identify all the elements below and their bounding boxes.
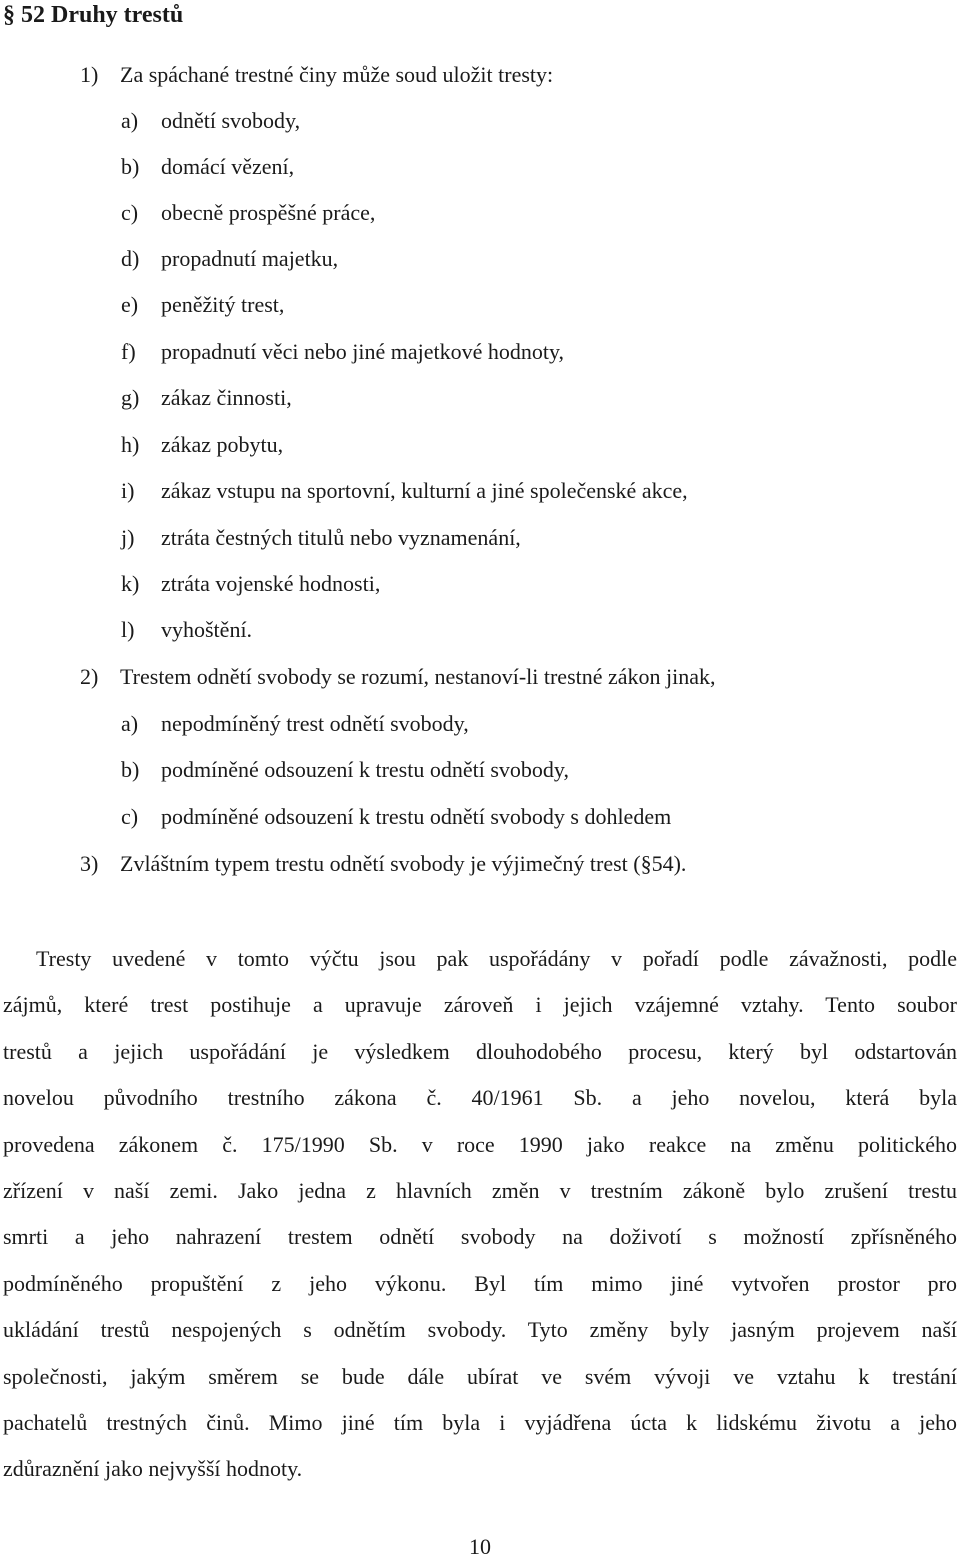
sub-text: propadnutí věci nebo jiné majetkové hodnoty,	[161, 339, 565, 364]
sub-marker: g)	[121, 385, 140, 410]
sub-item	[121, 570, 380, 598]
list-text: Trestem odnětí svobody se rozumí, nestanoví-li trestné zákon jinak,	[120, 664, 716, 689]
sub-marker: c)	[121, 804, 139, 829]
sub-text: propadnutí majetku,	[161, 246, 339, 271]
list-item-2	[80, 663, 716, 691]
section-heading: § 52 Druhy trestů	[3, 2, 184, 28]
sub-text: peněžitý trest,	[161, 292, 285, 317]
paragraph-line: zdůraznění jako nejvyšší hodnoty.	[3, 1456, 303, 1482]
sub-marker: e)	[121, 292, 139, 317]
list-marker: 1)	[80, 62, 99, 87]
paragraph-line: podmíněného propuštění z jeho výkonu. Byl tím mimo jiné vytvořen prostor pro	[3, 1270, 957, 1296]
list-marker: 3)	[80, 851, 99, 876]
list-text: Za spáchané trestné činy může soud uložit tresty:	[120, 62, 554, 87]
sub-marker: f)	[121, 339, 136, 364]
list-item-1	[80, 61, 553, 89]
list-marker: 2)	[80, 664, 99, 689]
paragraph-line: pachatelů trestných činů. Mimo jiné tím byla i vyjádřena úcta k lidskému životu a jeho	[3, 1409, 957, 1435]
sub-item	[121, 756, 569, 784]
paragraph-line: novelou původního trestního zákona č. 40/1961 Sb. a jeho novelou, která byla	[3, 1085, 957, 1111]
sub-text: ztráta vojenské hodnosti,	[161, 571, 381, 596]
sub-marker: a)	[121, 108, 139, 133]
sub-item	[121, 803, 671, 831]
sub-text: ztráta čestných titulů nebo vyznamenání,	[161, 525, 521, 550]
paragraph-line: smrti a jeho nahrazení trestem odnětí svobody na doživotí s možností zpřísněného	[3, 1224, 957, 1250]
paragraph-line: Tresty uvedené v tomto výčtu jsou pak uspořádány v pořadí podle závažnosti, podle	[36, 946, 957, 971]
paragraph-line: zřízení v naší zemi. Jako jedna z hlavních změn v trestním zákoně bylo zrušení trestu	[3, 1177, 957, 1203]
sub-item	[121, 245, 338, 273]
list-item-3	[80, 850, 686, 878]
sub-marker: i)	[121, 478, 135, 503]
sub-item	[121, 710, 469, 738]
sub-marker: b)	[121, 154, 140, 179]
paragraph-line: trestů a jejich uspořádání je výsledkem dlouhodobého procesu, který byl odstartován	[3, 1038, 957, 1064]
page-number: 10	[469, 1534, 491, 1559]
sub-text: zákaz činnosti,	[161, 385, 292, 410]
paragraph-line: ukládání trestů nespojených s odnětím svobody. Tyto změny byly jasným projevem naší	[3, 1317, 957, 1343]
sub-text: podmíněné odsouzení k trestu odnětí svobody,	[161, 757, 569, 782]
sub-text: zákaz vstupu na sportovní, kulturní a jiné společenské akce,	[161, 478, 688, 503]
sub-item	[121, 291, 284, 319]
sub-marker: c)	[121, 200, 139, 225]
sub-item	[121, 477, 688, 505]
sub-item	[121, 524, 521, 552]
sub-item	[121, 431, 283, 459]
list-text: Zvláštním typem trestu odnětí svobody je výjimečný trest (§54).	[120, 851, 687, 876]
sub-item	[121, 338, 564, 366]
sub-text: odnětí svobody,	[161, 108, 301, 133]
paragraph-line: společnosti, jakým směrem se bude dále ubírat ve svém vývoji ve vztahu k trestání	[3, 1363, 957, 1389]
sub-text: nepodmíněný trest odnětí svobody,	[161, 711, 469, 736]
sub-text: domácí vězení,	[161, 154, 295, 179]
paragraph-line: zájmů, které trest postihuje a upravuje zároveň i jejich vzájemné vztahy. Tento soubor	[3, 992, 957, 1018]
sub-marker: l)	[121, 617, 135, 642]
sub-item	[121, 153, 294, 181]
sub-text: podmíněné odsouzení k trestu odnětí svobody s dohledem	[161, 804, 672, 829]
sub-item	[121, 616, 252, 644]
sub-marker: a)	[121, 711, 139, 736]
sub-item	[121, 384, 292, 412]
sub-text: obecně prospěšné práce,	[161, 200, 376, 225]
sub-marker: h)	[121, 432, 140, 457]
body-paragraph	[3, 937, 957, 1494]
sub-text: vyhoštění.	[161, 617, 253, 642]
sub-marker: j)	[121, 525, 135, 550]
sub-marker: d)	[121, 246, 140, 271]
sub-item	[121, 107, 300, 135]
sub-marker: b)	[121, 757, 140, 782]
paragraph-line: provedena zákonem č. 175/1990 Sb. v roce 1990 jako reakce na změnu politického	[3, 1131, 957, 1157]
sub-text: zákaz pobytu,	[161, 432, 284, 457]
sub-item	[121, 199, 375, 227]
sub-marker: k)	[121, 571, 140, 596]
